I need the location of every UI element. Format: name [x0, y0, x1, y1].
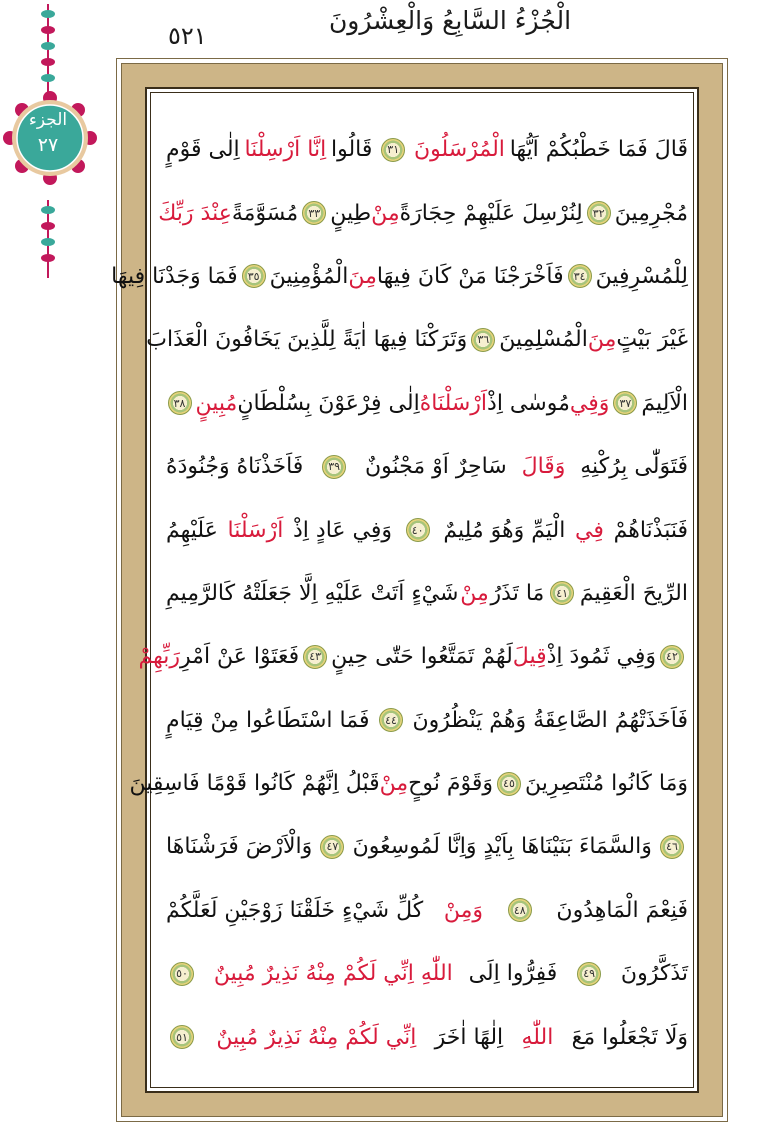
ayah-number-marker: ٤١ — [550, 581, 574, 605]
verse-line — [166, 118, 688, 181]
juz-title: الْجُزْءُ السَّابِعُ وَالْعِشْرُونَ — [328, 6, 572, 35]
ornament-bead — [41, 238, 55, 246]
ornament-bead — [41, 74, 55, 82]
ayah-number-marker: ٣٩ — [322, 455, 346, 479]
verse-line — [166, 815, 688, 878]
verse-text: طِينٍ — [330, 200, 372, 226]
verse-text: وَمَا كَانُوا مُنْتَصِرِينَ — [524, 771, 688, 797]
verse-text: الْاَلِيمَ — [641, 390, 688, 416]
verse-text: وَفِي عَادٍ اِذْ — [293, 517, 392, 543]
verse-text: وَفِي ثَمُودَ اِذْ — [546, 644, 656, 670]
verse-line — [166, 1005, 688, 1068]
verse-text: الْمُؤْمِنِينَ — [269, 263, 349, 289]
verse-text: فَتَوَلّٰى بِرُكْنِهِ — [580, 454, 688, 480]
verse-text: وَتَرَكْنَا فِيهَا اٰيَةً لِلَّذِينَ يَخَافُونَ الْعَذَابَ — [146, 327, 468, 353]
verse-text: فَفِرُّوا اِلَى — [468, 961, 558, 987]
ornament-bead — [41, 222, 55, 230]
ayah-number-marker: ٤٠ — [406, 518, 430, 542]
page-number: ٥٢١ — [168, 22, 207, 50]
tajweed-highlight-text: مُبِينٍ — [195, 390, 238, 416]
verse-text: اِلٰهًا اٰخَرَ — [434, 1024, 504, 1050]
verse-text: لَهُمْ تَمَتَّعُوا حَتّٰى حِينٍ — [331, 644, 513, 670]
page-header — [110, 0, 750, 56]
verse-line — [111, 245, 688, 308]
verse-text: كُلِّ شَيْءٍ خَلَقْنَا زَوْجَيْنِ لَعَلَّكُمْ — [166, 897, 424, 923]
tajweed-highlight-text: وَمِنْ — [443, 897, 484, 923]
verse-text: مُوسٰى اِذْ — [487, 390, 570, 416]
verse-line — [166, 562, 688, 625]
verse-text: شَيْءٍ اَتَتْ عَلَيْهِ اِلَّا جَعَلَتْهُ كَالرَّمِيمِ — [166, 580, 459, 606]
ornament-bead — [41, 26, 55, 34]
verse-line — [166, 435, 688, 498]
verse-text: الْيَمِّ وَهُوَ مُلِيمٌ — [443, 517, 566, 543]
ornament-bead — [41, 254, 55, 262]
ayah-number-marker: ٥٠ — [170, 962, 194, 986]
verse-text: قَالُوا — [331, 137, 373, 163]
ornament-bead — [41, 58, 55, 66]
verse-text: الْمُسْلِمِينَ — [499, 327, 588, 353]
tajweed-highlight-text: مِنَ — [348, 263, 377, 289]
verse-text: سَاحِرٌ اَوْ مَجْنُونٌ — [365, 454, 507, 480]
ayah-number-marker: ٣٦ — [471, 328, 495, 352]
tajweed-highlight-text: وَفِي — [569, 390, 610, 416]
tajweed-highlight-text: فِي — [575, 517, 604, 543]
verse-text: تَذَكَّرُونَ — [620, 961, 688, 987]
verse-line — [166, 689, 688, 752]
verse-text: وَالْاَرْضَ فَرَشْنَاهَا — [166, 834, 313, 860]
verse-text: فَاَخَذْنَاهُ وَجُنُودَهُ — [166, 454, 304, 480]
verse-text: فَمَا وَجَدْنَا فِيهَا — [111, 263, 238, 289]
tajweed-highlight-text: اِنِّي لَكُمْ مِنْهُ نَذِيرٌ مُبِينٌ — [216, 1024, 417, 1050]
tajweed-highlight-text: مِنْ — [379, 771, 409, 797]
ayah-number-marker: ٤٨ — [508, 898, 532, 922]
verse-text: فَنِعْمَ الْمَاهِدُونَ — [556, 897, 688, 923]
ayah-number-marker: ٤٣ — [303, 645, 327, 669]
verse-text-area — [111, 118, 688, 1069]
ayah-number-marker: ٥١ — [170, 1025, 194, 1049]
tajweed-highlight-text: رَبِّهِمْ — [138, 644, 181, 670]
tajweed-highlight-text: اللّٰهِ اِنِّي لَكُمْ مِنْهُ نَذِيرٌ مُبِينٌ — [213, 961, 453, 987]
tajweed-highlight-text: مِنْ — [460, 580, 489, 606]
verse-text: قَبْلُ اِنَّهُمْ كَانُوا قَوْمًا فَاسِقِينَ — [129, 771, 380, 797]
ayah-number-marker: ٣٢ — [587, 201, 611, 225]
verse-line — [166, 879, 688, 942]
verse-text: لِلْمُسْرِفِينَ — [595, 263, 688, 289]
verse-line — [146, 308, 688, 371]
verse-text: اِلٰى قَوْمٍ — [166, 137, 240, 163]
tajweed-highlight-text: الْمُرْسَلُونَ — [414, 137, 505, 163]
verse-text: لِنُرْسِلَ عَلَيْهِمْ حِجَارَةً — [399, 200, 583, 226]
ayah-number-marker: ٤٤ — [379, 708, 403, 732]
verse-text: غَيْرَ بَيْتٍ — [616, 327, 688, 353]
verse-line — [138, 625, 688, 688]
ayah-number-marker: ٣٤ — [568, 264, 592, 288]
verse-text: الرِّيحَ الْعَقِيمَ — [579, 580, 688, 606]
juz-label: الجزء — [28, 110, 68, 130]
tajweed-highlight-text: مِنْ — [371, 200, 400, 226]
tajweed-highlight-text: عِنْدَ رَبِّكَ — [158, 200, 232, 226]
tajweed-highlight-text: اَرْسَلْنَاهُ — [419, 390, 488, 416]
ayah-number-marker: ٣٥ — [242, 264, 266, 288]
tajweed-highlight-text: اَرْسَلْنَا — [227, 517, 284, 543]
verse-text: مُسَوَّمَةً — [231, 200, 299, 226]
verse-text: وَلَا تَجْعَلُوا مَعَ — [571, 1024, 688, 1050]
verse-text: قَالَ فَمَا خَطْبُكُمْ اَيُّهَا — [509, 137, 688, 163]
verse-text: وَقَوْمَ نُوحٍ — [408, 771, 493, 797]
tajweed-highlight-text: مِنَ — [587, 327, 617, 353]
verse-line — [166, 498, 688, 561]
verse-line — [158, 181, 688, 244]
juz-number: ٢٧ — [37, 134, 59, 156]
verse-text: عَلَيْهِمُ — [166, 517, 218, 543]
verse-text: مُجْرِمِينَ — [614, 200, 688, 226]
verse-text: فَاَخْرَجْنَا مَنْ كَانَ فِيهَا — [376, 263, 564, 289]
verse-text: اِلٰى فِرْعَوْنَ بِسُلْطَانٍ — [237, 390, 420, 416]
verse-line — [166, 942, 688, 1005]
verse-text: فَاَخَذَتْهُمُ الصَّاعِقَةُ وَهُمْ يَنْظُرُونَ — [412, 707, 688, 733]
tajweed-highlight-text: اللّٰهِ — [521, 1024, 554, 1050]
ornament-bead — [41, 206, 55, 214]
ayah-number-marker: ٣٣ — [302, 201, 326, 225]
ayah-number-marker: ٤٢ — [660, 645, 684, 669]
verse-text: فَمَا اسْتَطَاعُوا مِنْ قِيَامٍ — [166, 707, 370, 733]
verse-text: فَنَبَذْنَاهُمْ — [613, 517, 688, 543]
verse-text: فَعَتَوْا عَنْ اَمْرِ — [180, 644, 300, 670]
ayah-number-marker: ٤٥ — [497, 772, 521, 796]
verse-line — [129, 752, 688, 815]
juz-marker-ornament — [0, 0, 100, 290]
tajweed-highlight-text: قِيلَ — [512, 644, 547, 670]
ayah-number-marker: ٤٩ — [577, 962, 601, 986]
verse-text: مَا تَذَرُ — [490, 580, 545, 606]
verse-text: وَالسَّمَاءَ بَنَيْنَاهَا بِاَيْدٍ وَاِنَّا لَمُوسِعُونَ — [352, 834, 652, 860]
ornament-bead — [41, 42, 55, 50]
ayah-number-marker: ٣١ — [381, 138, 405, 162]
ayah-number-marker: ٣٨ — [168, 391, 192, 415]
tajweed-highlight-text: وَقَالَ — [521, 454, 566, 480]
ayah-number-marker: ٣٧ — [613, 391, 637, 415]
tajweed-highlight-text: اِنَّا اَرْسِلْنَا — [244, 137, 327, 163]
ayah-number-marker: ٤٧ — [320, 835, 344, 859]
ornament-bead — [41, 10, 55, 18]
verse-line — [166, 372, 688, 435]
ayah-number-marker: ٤٦ — [660, 835, 684, 859]
